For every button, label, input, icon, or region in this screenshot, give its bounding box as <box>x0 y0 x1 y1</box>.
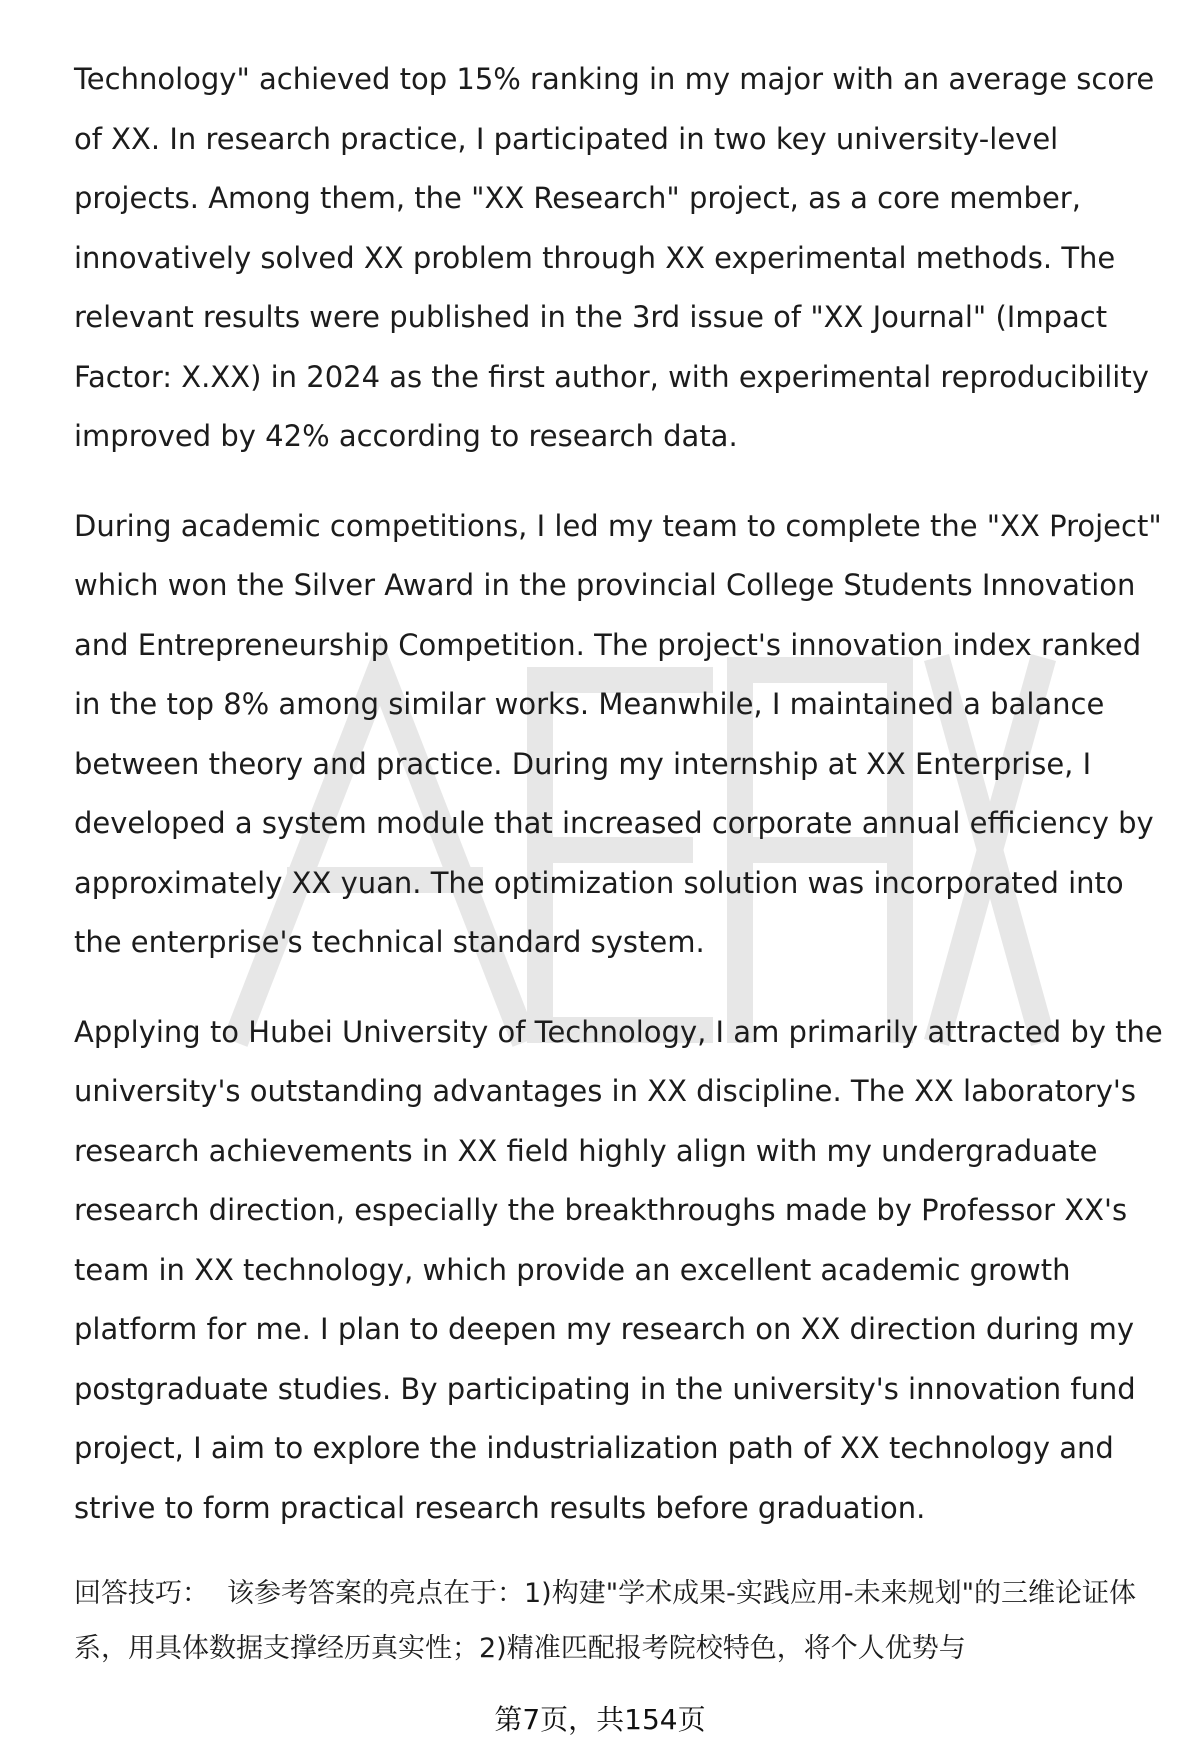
tip-label: 回答技巧： <box>74 1578 209 1609</box>
paragraph-2: During academic competitions, I led my team to complete the "XX Project" which won the Silver Award in the provincial College Students Innovation and Entrepreneurship Competition. The project's innovation index ranked in the top 8% among similar works. Meanwhile, I maintained a balance between theory and practice. During my internship at XX Enterprise, I developed a system module that increased corporate annual efficiency by approximately XX yuan. The optimization solution was incorporated into the enterprise's technical standard system. <box>74 508 1162 959</box>
paragraph-3: Applying to Hubei University of Technology, I am primarily attracted by the university's outstanding advantages in XX discipline. The XX laboratory's research achievements in XX field highly align with my undergraduate research direction, especially the breakthroughs made by Professor XX's team in XX technology, which provide an excellent academic growth platform for me. I plan to deepen my research on XX direction during my postgraduate studies. By participating in the university's innovation fund project, I aim to explore the industrialization path of XX technology and strive to form practical research results before graduation. <box>74 1014 1163 1525</box>
document-body <box>74 50 1164 1538</box>
paragraph-1: Technology" achieved top 15% ranking in my major with an average score of XX. In research practice, I participated in two key university-level projects. Among them, the "XX Research" project, as a core member, innovatively solved XX problem through XX experimental methods. The relevant results were published in the 3rd issue of "XX Journal" (Impact Factor: X.XX) in 2024 as the first author, with experimental reproducibility improved by 42% according to research data. <box>74 62 1155 453</box>
page-number-footer: 第7页，共154页 <box>494 1703 706 1736</box>
tip-text: 该参考答案的亮点在于：1)构建"学术成果-实践应用-未来规划"的三维论证体系，用具体数据支撑经历真实性；2)精准匹配报考院校特色，将个人优势与 <box>74 1578 1137 1664</box>
answer-tip <box>74 1566 1154 1676</box>
